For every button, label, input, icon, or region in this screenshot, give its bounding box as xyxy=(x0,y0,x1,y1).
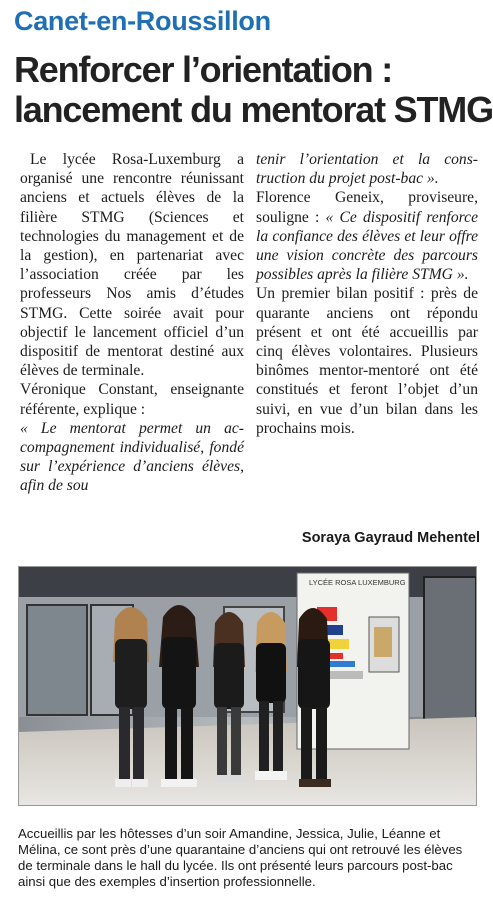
paragraph-results: Un premier bilan positif : près de quarante anciens ont répondu présent et ont été accueillis par cinq élèves volontaires. Plusieurs binômes mentor-mentoré ont été constitués et feront l’objet d’un suivi, en vue d’un bilan dans les prochains mois. xyxy=(256,285,478,437)
article-column-right xyxy=(256,150,478,438)
caption-text: Accueillis par les hôtesses d’un soir Amandine, Jessica, Julie, Léanne et Mélina, ce sont près d’une quarantaine d’anciens qui ont retrouvé les élèves de terminale dans le hall du lycée. Ils ont présenté leurs parcours post-bac ainsi que des exemples d’insertion professionnelle. xyxy=(18,826,463,889)
quote-teacher-start: « Le mentorat permet un accompagnement individualisé, fondé sur l’expérience d’anciens élèves, afin de sou xyxy=(20,419,244,495)
photo-illustration xyxy=(19,567,476,805)
paragraph-principal xyxy=(256,188,478,284)
section-kicker: Canet-en-Roussillon xyxy=(14,6,271,36)
article-photo xyxy=(18,566,477,806)
quote-principal: « Ce dispositif renforce la confiance des élèves et leur offre une vision concrète des parcours possibles après la filière STMG ». xyxy=(256,208,478,284)
principal-intro: Florence Geneix, proviseure, souligne : xyxy=(256,189,478,226)
paragraph-intro: Le lycée Rosa-Luxemburg a organisé une rencontre réunissant anciens et actuels élèves de la filière STMG (Sciences et technologies du management et de la gestion), en partenariat avec l’association créée par les professeurs Nos amis d’études STMG. Cette soirée avait pour objectif le lancement officiel d’un dispositif de mentorat destiné aux élèves de terminale. xyxy=(20,151,244,380)
author-signature: Soraya Gayraud Mehentel xyxy=(301,530,480,546)
headline-line-1: Renforcer l’orientation : xyxy=(14,49,393,90)
poster-heading: LYCÉE ROSA LUXEMBURG xyxy=(309,578,406,587)
headline-line-2: lancement du mentorat STMG xyxy=(14,89,493,130)
article-headline xyxy=(14,49,493,130)
quote-teacher-end: tenir l’orientation et la construction du projet post-bac ». xyxy=(256,151,478,188)
photo-caption xyxy=(18,826,480,890)
paragraph-teacher: Véronique Constant, enseignante référente, explique : xyxy=(20,381,244,418)
article-column-left xyxy=(20,150,244,496)
